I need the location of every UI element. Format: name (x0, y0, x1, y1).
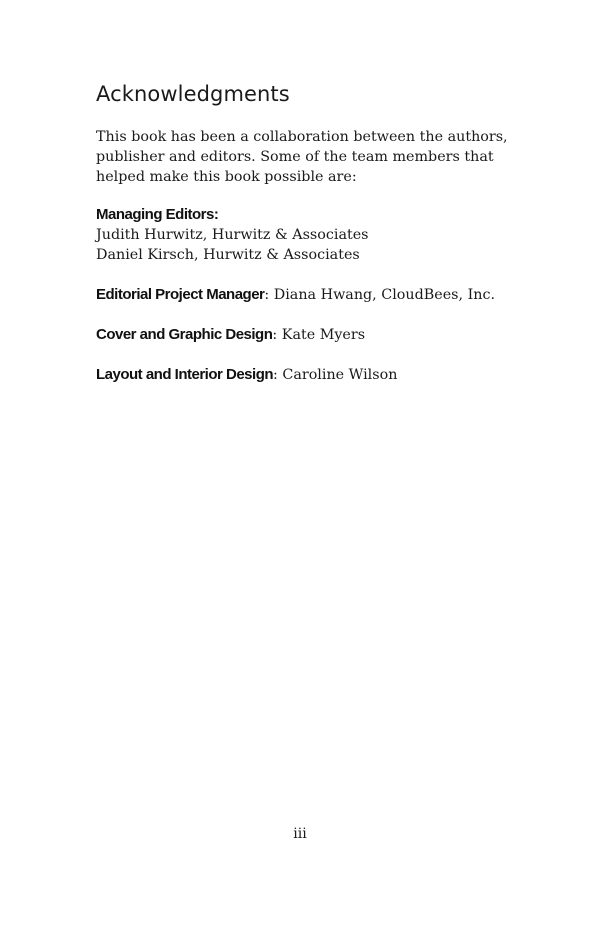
layout-design-section (96, 365, 536, 385)
page-title: Acknowledgments (96, 82, 290, 106)
managing-editor-name: Judith Hurwitz, Hurwitz & Associates (96, 227, 369, 243)
label-separator: : (273, 367, 278, 383)
page-number: iii (293, 826, 307, 842)
editorial-project-manager-section (96, 285, 536, 305)
cover-design-label: Cover and Graphic Design (96, 326, 273, 343)
managing-editors-label: Managing Editors: (96, 206, 219, 223)
intro-line: publisher and editors. Some of the team members that (96, 149, 494, 165)
cover-design-section (96, 325, 536, 345)
label-separator: : (264, 287, 270, 303)
managing-editors-section (96, 205, 536, 265)
intro-line: This book has been a collaboration between the authors, (96, 129, 508, 145)
label-separator: : (272, 327, 278, 343)
layout-design-value: Caroline Wilson (277, 367, 398, 383)
intro-paragraph (96, 127, 516, 187)
intro-line: helped make this book possible are: (96, 169, 357, 185)
layout-design-label: Layout and Interior Design (96, 366, 274, 383)
cover-design-value: Kate Myers (277, 327, 366, 343)
managing-editor-name: Daniel Kirsch, Hurwitz & Associates (96, 247, 360, 263)
editorial-project-manager-label: Editorial Project Manager (96, 286, 265, 303)
editorial-project-manager-value: Diana Hwang, CloudBees, Inc. (269, 287, 496, 303)
